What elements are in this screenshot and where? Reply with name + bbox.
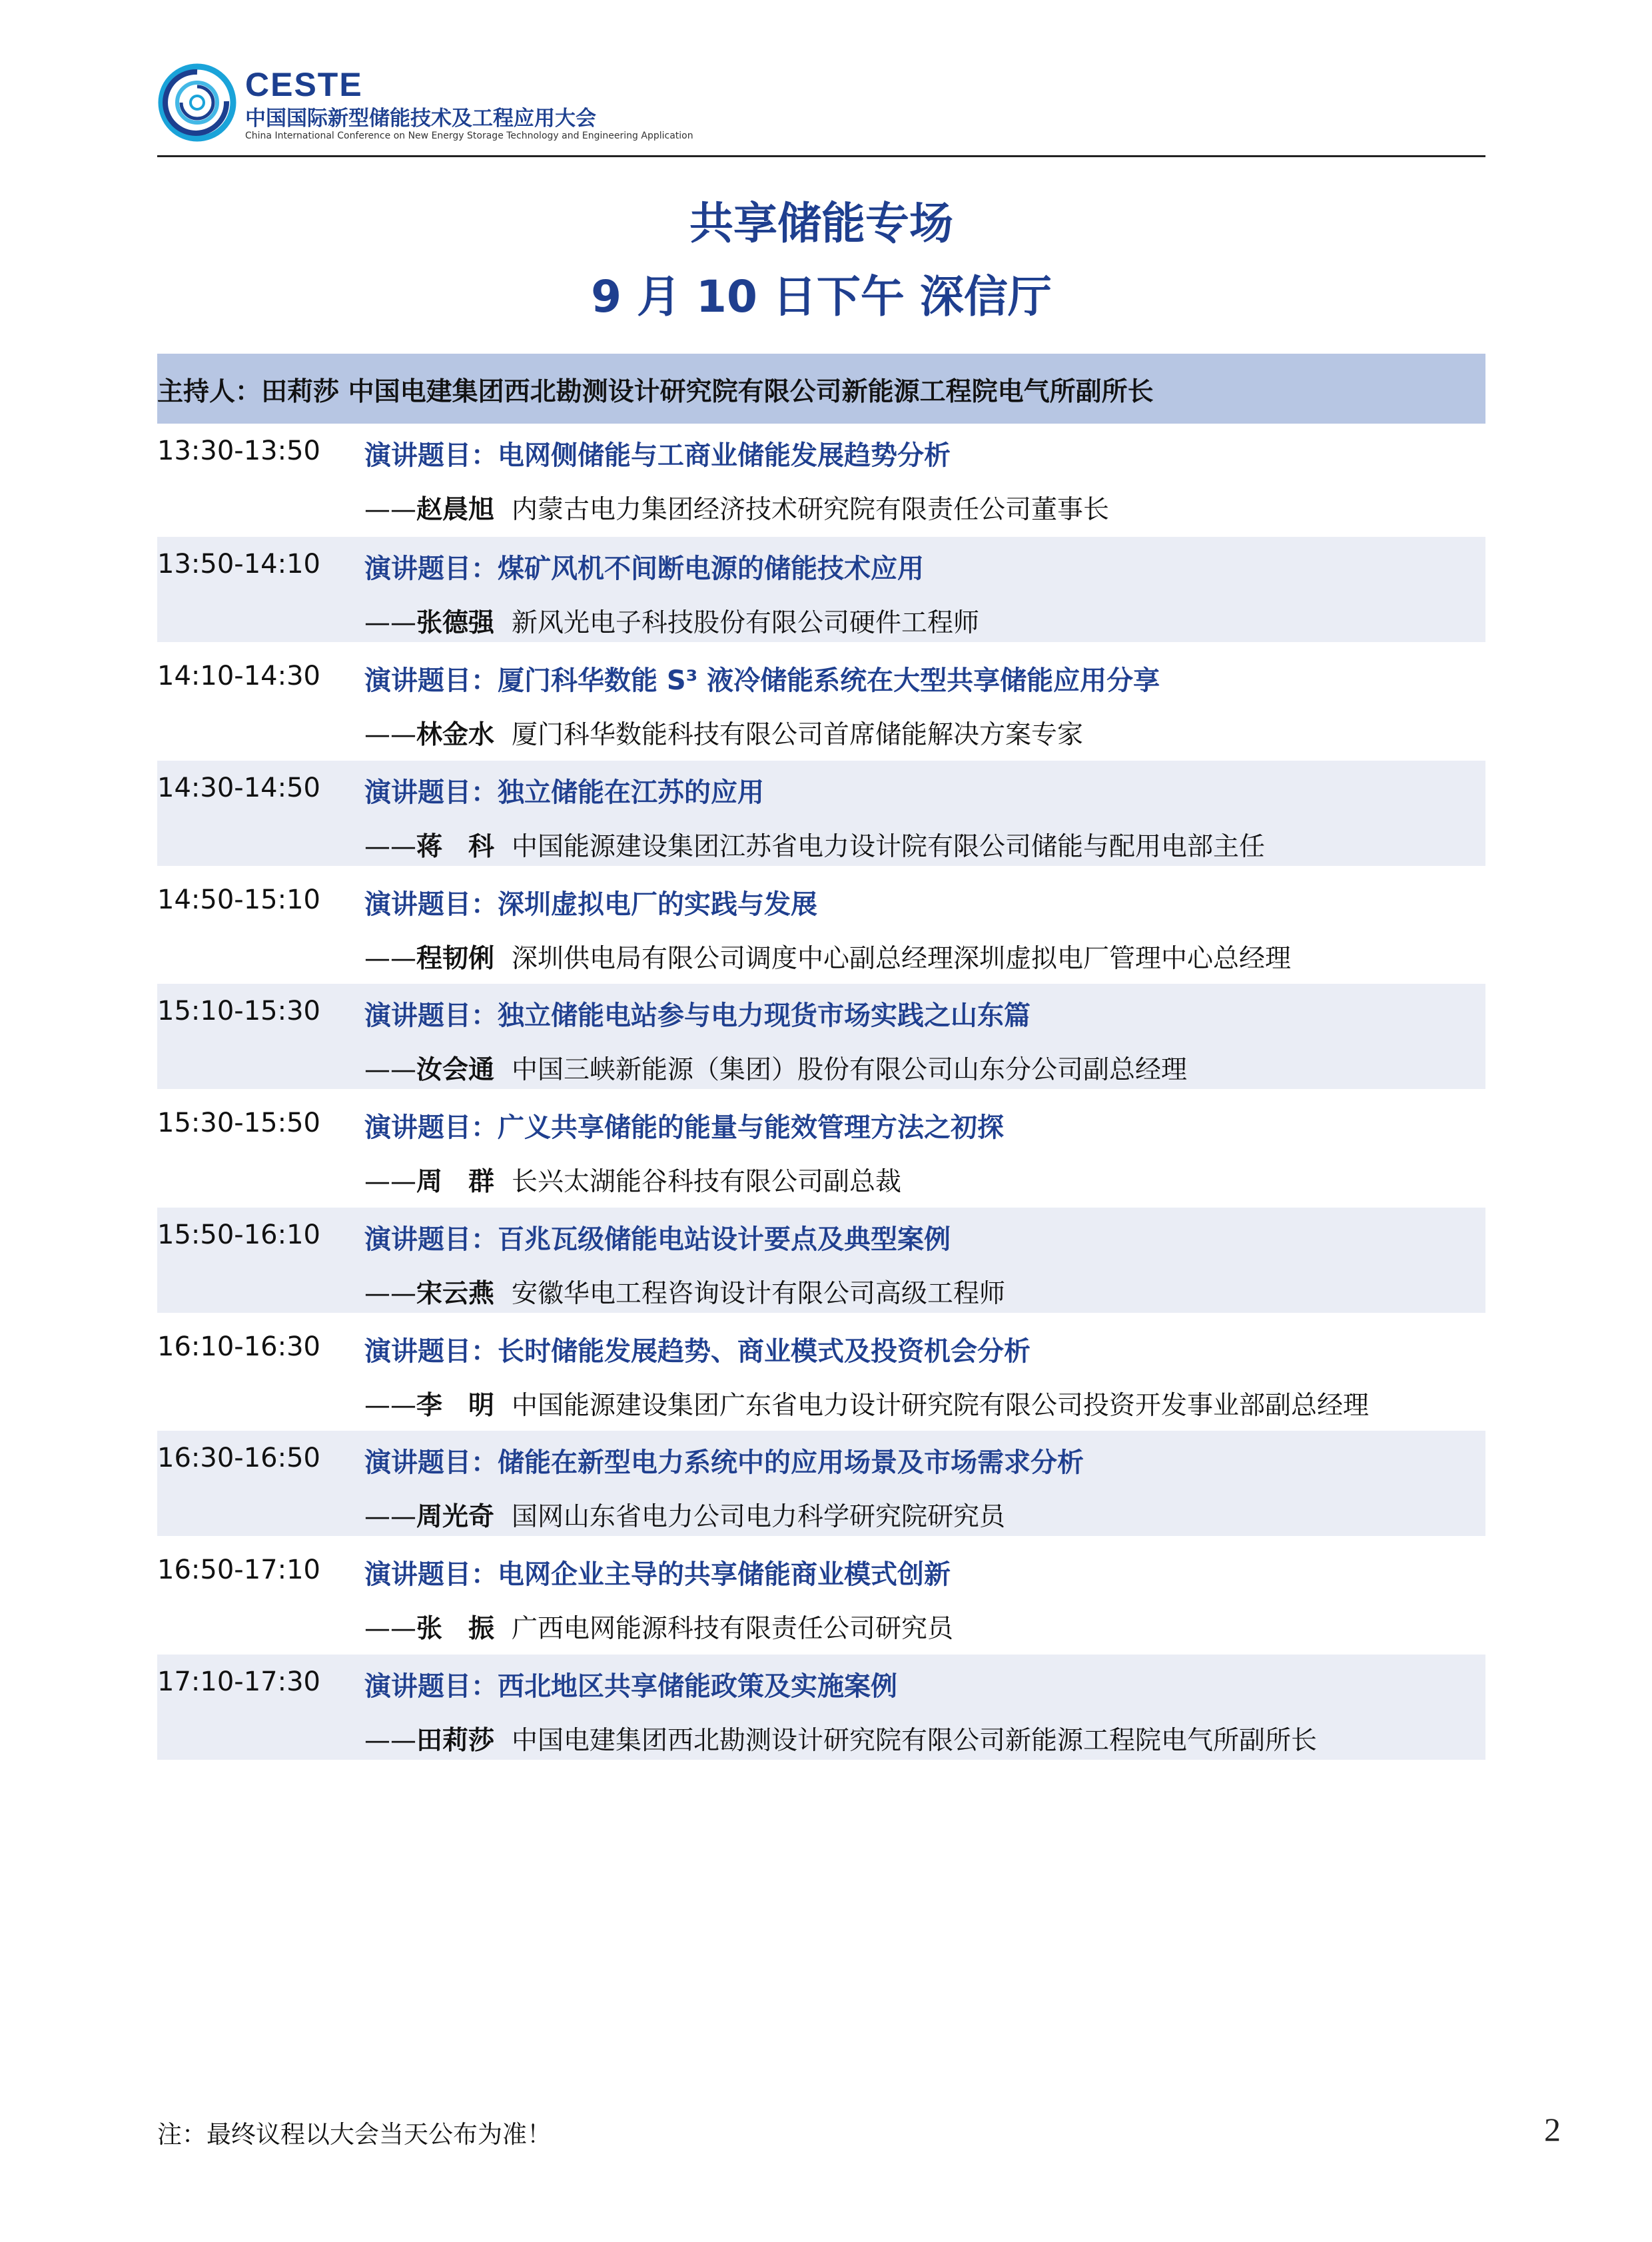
session-time: 15:30-15:50	[157, 1108, 320, 1138]
speaker-org: 安徽华电工程咨询设计有限公司高级工程师	[512, 1279, 1006, 1309]
speaker-name: 蒋 科	[416, 832, 495, 862]
speaker-name: 程韧俐	[416, 944, 495, 974]
speaker-name: 汝会通	[416, 1055, 495, 1085]
session-time: 14:30-14:50	[157, 773, 320, 803]
session-topic: 演讲题目：深圳虚拟电厂的实践与发展	[364, 889, 817, 920]
host-band	[157, 354, 1485, 424]
speaker-dash: ——	[364, 832, 416, 862]
speaker-org: 中国能源建设集团广东省电力设计研究院有限公司投资开发事业部副总经理	[512, 1391, 1370, 1421]
session-row	[157, 761, 1485, 866]
session-topic: 演讲题目：独立储能电站参与电力现货市场实践之山东篇	[364, 1000, 1031, 1031]
session-speaker	[364, 1608, 953, 1645]
session-speaker	[364, 602, 979, 639]
session-speaker	[364, 1161, 901, 1198]
session-row	[157, 984, 1485, 1089]
speaker-dash: ——	[364, 720, 416, 750]
session-time: 15:10-15:30	[157, 996, 320, 1026]
speaker-dash: ——	[364, 1167, 416, 1197]
speaker-name: 宋云燕	[416, 1279, 495, 1309]
session-topic: 演讲题目：储能在新型电力系统中的应用场景及市场需求分析	[364, 1447, 1084, 1478]
speaker-dash: ——	[364, 1502, 416, 1532]
speaker-dash: ——	[364, 1726, 416, 1756]
session-speaker	[364, 1720, 1317, 1757]
speaker-org: 新风光电子科技股份有限公司硬件工程师	[512, 608, 980, 638]
speaker-dash: ——	[364, 495, 416, 525]
speaker-org: 广西电网能源科技有限责任公司研究员	[512, 1614, 954, 1644]
session-topic: 演讲题目：独立储能在江苏的应用	[364, 777, 764, 808]
speaker-name: 林金水	[416, 720, 495, 750]
speaker-org: 长兴太湖能谷科技有限公司副总裁	[512, 1167, 902, 1197]
page-number: 2	[1544, 2111, 1561, 2148]
session-row	[157, 1319, 1485, 1425]
speaker-dash: ——	[364, 1055, 416, 1085]
speaker-org: 内蒙古电力集团经济技术研究院有限责任公司董事长	[512, 495, 1110, 525]
speaker-org: 中国三峡新能源（集团）股份有限公司山东分公司副总经理	[512, 1055, 1188, 1085]
session-time: 17:10-17:30	[157, 1667, 320, 1697]
speaker-name: 张德强	[416, 608, 495, 638]
speaker-dash: ——	[364, 944, 416, 974]
speaker-dash: ——	[364, 1391, 416, 1421]
session-row	[157, 537, 1485, 642]
session-speaker	[364, 938, 1291, 975]
session-topic: 演讲题目：百兆瓦级储能电站设计要点及典型案例	[364, 1224, 951, 1255]
ceste-logo-icon	[157, 63, 237, 143]
speaker-name: 李 明	[416, 1391, 495, 1421]
session-speaker	[364, 489, 1109, 526]
session-time: 16:30-16:50	[157, 1443, 320, 1473]
speaker-dash: ——	[364, 608, 416, 638]
session-row	[157, 1208, 1485, 1313]
session-speaker	[364, 826, 1265, 863]
header	[157, 61, 1485, 159]
session-time: 15:50-16:10	[157, 1220, 320, 1250]
conference-name-en: China International Conference on New Energy Storage Technology and Engineering Application	[245, 131, 693, 141]
logo-wordmark: CESTE	[245, 66, 363, 103]
speaker-org: 中国能源建设集团江苏省电力设计院有限公司储能与配用电部主任	[512, 832, 1266, 862]
session-speaker	[364, 1049, 1187, 1086]
page-title: 共享储能专场	[689, 198, 953, 249]
page-subtitle: 9 月 10 日下午 深信厅	[591, 271, 1052, 322]
session-row	[157, 649, 1485, 754]
speaker-org: 中国电建集团西北勘测设计研究院有限公司新能源工程院电气所副所长	[512, 1726, 1318, 1756]
speaker-name: 周 群	[416, 1167, 495, 1197]
session-topic: 演讲题目：电网企业主导的共享储能商业模式创新	[364, 1559, 951, 1590]
session-speaker	[364, 1273, 1005, 1310]
session-row	[157, 424, 1485, 529]
session-row	[157, 1431, 1485, 1536]
session-speaker	[364, 1385, 1369, 1422]
session-time: 14:50-15:10	[157, 885, 320, 915]
session-row	[157, 1096, 1485, 1201]
session-row	[157, 873, 1485, 978]
session-row	[157, 1655, 1485, 1760]
session-topic: 演讲题目：煤矿风机不间断电源的储能技术应用	[364, 554, 924, 584]
session-speaker	[364, 714, 1083, 751]
session-speaker	[364, 1496, 1005, 1533]
session-time: 14:10-14:30	[157, 661, 320, 691]
speaker-org: 深圳供电局有限公司调度中心副总经理深圳虚拟电厂管理中心总经理	[512, 944, 1292, 974]
session-topic: 演讲题目：广义共享储能的能量与能效管理方法之初探	[364, 1112, 1004, 1143]
session-time: 16:10-16:30	[157, 1331, 320, 1362]
speaker-org: 厦门科华数能科技有限公司首席储能解决方案专家	[512, 720, 1084, 750]
session-time: 13:30-13:50	[157, 436, 320, 466]
conference-name-cn: 中国国际新型储能技术及工程应用大会	[245, 107, 596, 131]
speaker-name: 赵晨旭	[416, 495, 495, 525]
session-topic: 演讲题目：电网侧储能与工商业储能发展趋势分析	[364, 440, 951, 471]
session-topic: 演讲题目：厦门科华数能 S³ 液冷储能系统在大型共享储能应用分享	[364, 665, 1160, 696]
header-divider	[157, 155, 1485, 157]
session-topic: 演讲题目：长时储能发展趋势、商业模式及投资机会分析	[364, 1336, 1031, 1367]
session-time: 13:50-14:10	[157, 549, 320, 579]
session-time: 16:50-17:10	[157, 1555, 320, 1585]
speaker-org: 国网山东省电力公司电力科学研究院研究员	[512, 1502, 1006, 1532]
session-row	[157, 1543, 1485, 1648]
speaker-name: 田莉莎	[416, 1726, 495, 1756]
speaker-name: 张 振	[416, 1614, 495, 1644]
speaker-dash: ——	[364, 1279, 416, 1309]
speaker-dash: ——	[364, 1614, 416, 1644]
speaker-name: 周光奇	[416, 1502, 495, 1532]
footnote: 注：最终议程以大会当天公布为准！	[157, 2120, 552, 2149]
session-topic: 演讲题目：西北地区共享储能政策及实施案例	[364, 1671, 897, 1702]
host-text: 主持人：田莉莎 中国电建集团西北勘测设计研究院有限公司新能源工程院电气所副所长	[157, 377, 1154, 407]
